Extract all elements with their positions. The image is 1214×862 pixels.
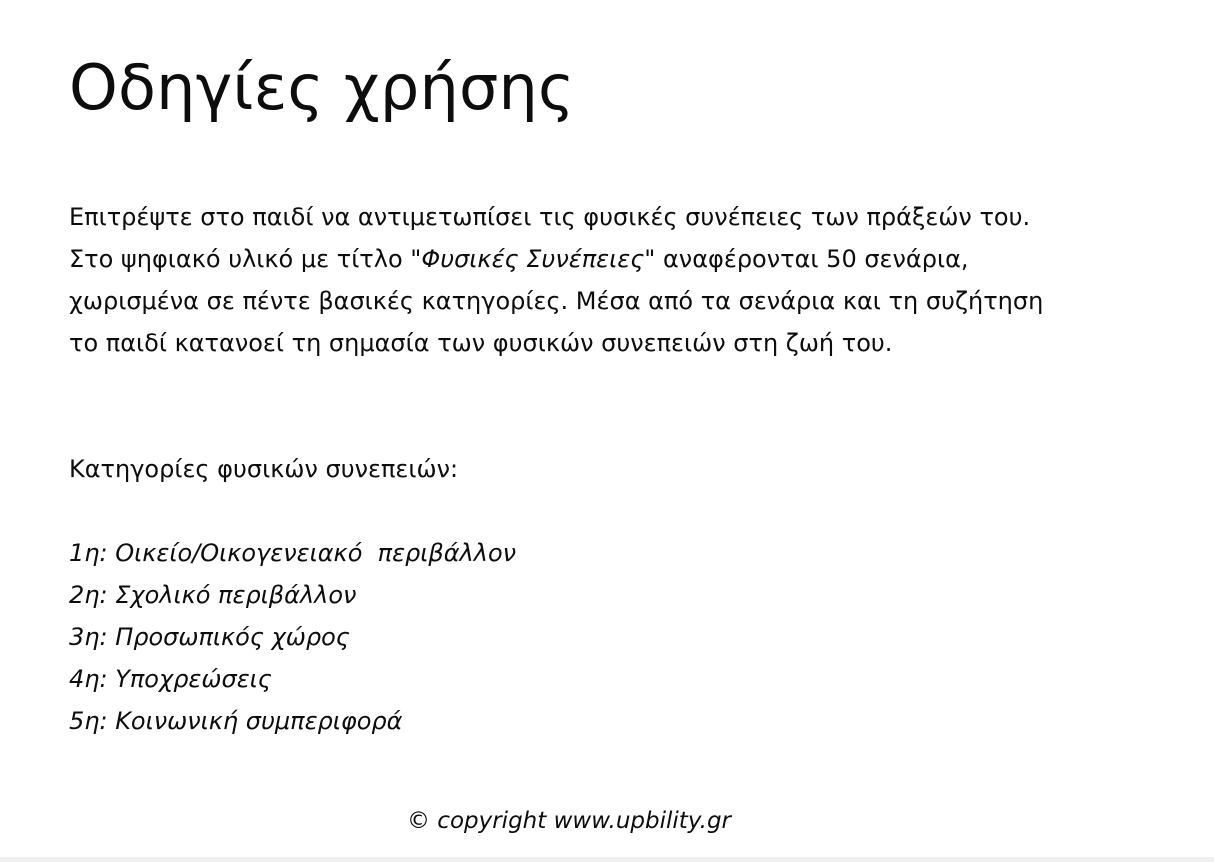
intro-text-after-quote: αναφέρονται 50 σενάρια, χωρισμένα σε πέντε βασικές κατηγορίες. Μέσα από τα σενάρια και τη συζήτηση το παιδί κατανοεί τη σημασία των φυσικών συνεπειών στη ζωή του. <box>69 245 1044 357</box>
list-item: 1η: Οικείο/Οικογενειακό περιβάλλον <box>69 539 517 567</box>
categories-heading: Κατηγορίες φυσικών συνεπειών: <box>69 455 459 483</box>
intro-paragraph <box>69 196 1069 364</box>
page-title: Οδηγίες χρήσης <box>69 51 575 124</box>
copyright-footer: © copyright www.upbility.gr <box>406 808 732 834</box>
categories-list <box>69 532 516 742</box>
list-item: 3η: Προσωπικός χώρος <box>69 623 350 651</box>
bottom-edge-band <box>0 857 1214 862</box>
list-item: 2η: Σχολικό περιβάλλον <box>69 581 357 609</box>
intro-text-before-quote: Επιτρέψτε στο παιδί να αντιμετωπίσει τις φυσικές συνέπειες των πράξεών του. Στο ψηφιακό υλικό με τίτλο <box>69 203 1031 273</box>
list-item: 5η: Κοινωνική συμπεριφορά <box>69 707 403 735</box>
intro-quoted-title: "Φυσικές Συνέπειες" <box>410 245 656 273</box>
list-item: 4η: Υποχρεώσεις <box>69 665 272 693</box>
